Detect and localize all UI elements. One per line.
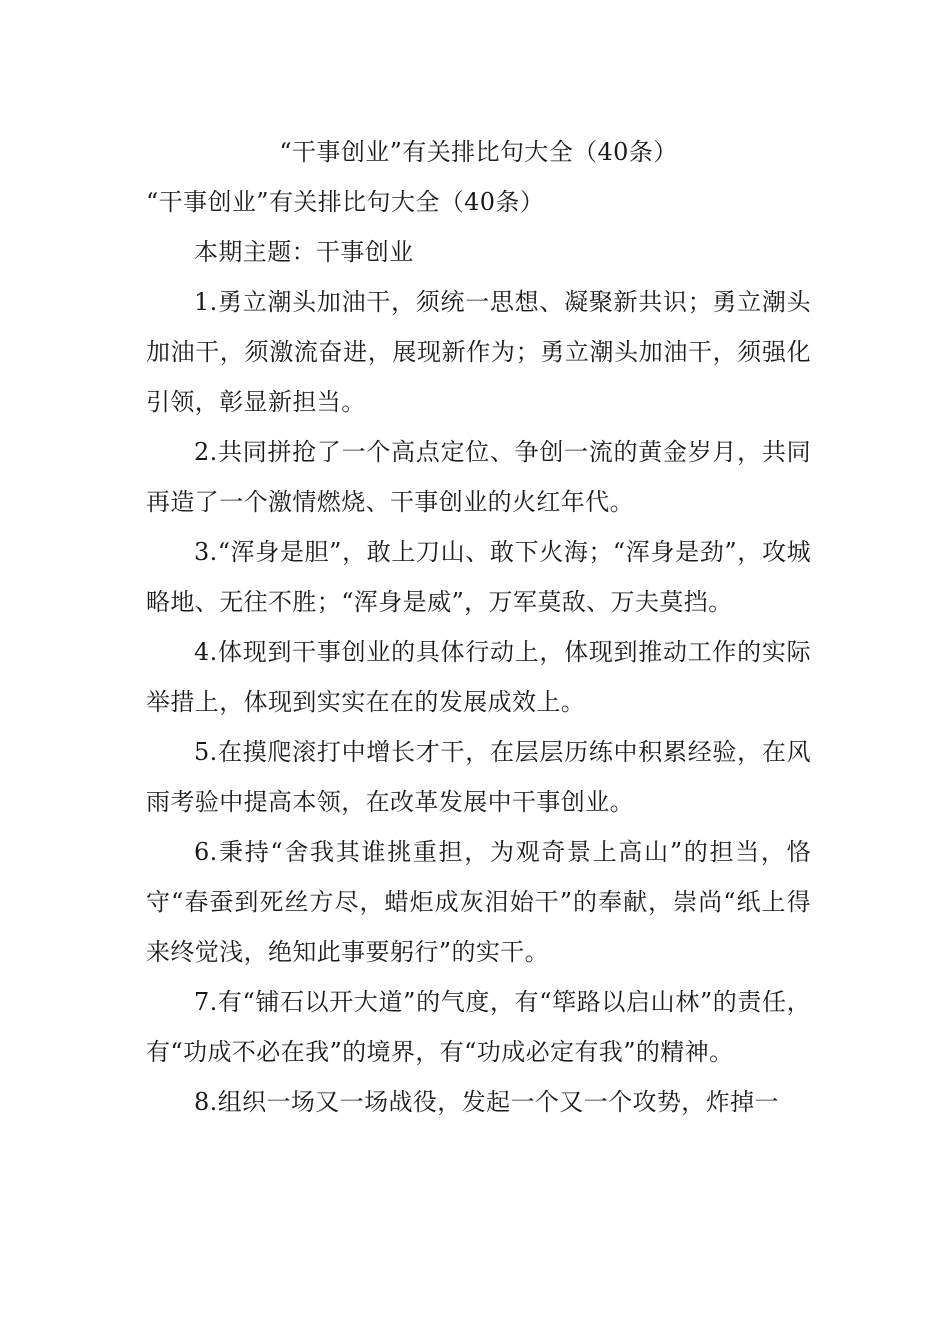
- paragraph-6: 6.秉持“舍我其谁挑重担，为观奇景上高山”的担当，恪守“春蚕到死丝方尽，蜡炬成灰泪始干”的奉献，崇尚“纸上得来终觉浅，绝知此事要躬行”的实干。: [146, 838, 811, 966]
- paragraph-5: 5.在摸爬滚打中增长才干，在层层历练中积累经验，在风雨考验中提高本领，在改革发展中干事创业。: [146, 738, 811, 816]
- document-title: “干事创业”有关排比句大全（40条）: [279, 138, 678, 166]
- paragraph-3: 3.“浑身是胆”，敢上刀山、敢下火海；“浑身是劲”，攻城略地、无往不胜；“浑身是威”，万军莫敌、万夫莫挡。: [146, 538, 811, 616]
- paragraph-7: 7.有“铺石以开大道”的气度，有“筚路以启山林”的责任，有“功成不必在我”的境界，有“功成必定有我”的精神。: [146, 988, 811, 1066]
- paragraph-8: 8.组织一场又一场战役，发起一个又一个攻势，炸掉一: [194, 1088, 779, 1116]
- paragraph-1: 1.勇立潮头加油干，须统一思想、凝聚新共识；勇立潮头加油干，须激流奋进，展现新作为；勇立潮头加油干，须强化引领，彰显新担当。: [146, 288, 811, 416]
- theme-line: 本期主题：干事创业: [194, 238, 414, 266]
- paragraph-4: 4.体现到干事创业的具体行动上，体现到推动工作的实际举措上，体现到实实在在的发展成效上。: [146, 638, 811, 716]
- document-subtitle: “干事创业”有关排比句大全（40条）: [146, 188, 545, 216]
- paragraph-2: 2.共同拼抢了一个高点定位、争创一流的黄金岁月，共同再造了一个激情燃烧、干事创业的火红年代。: [146, 438, 811, 516]
- document-body: [146, 127, 811, 1127]
